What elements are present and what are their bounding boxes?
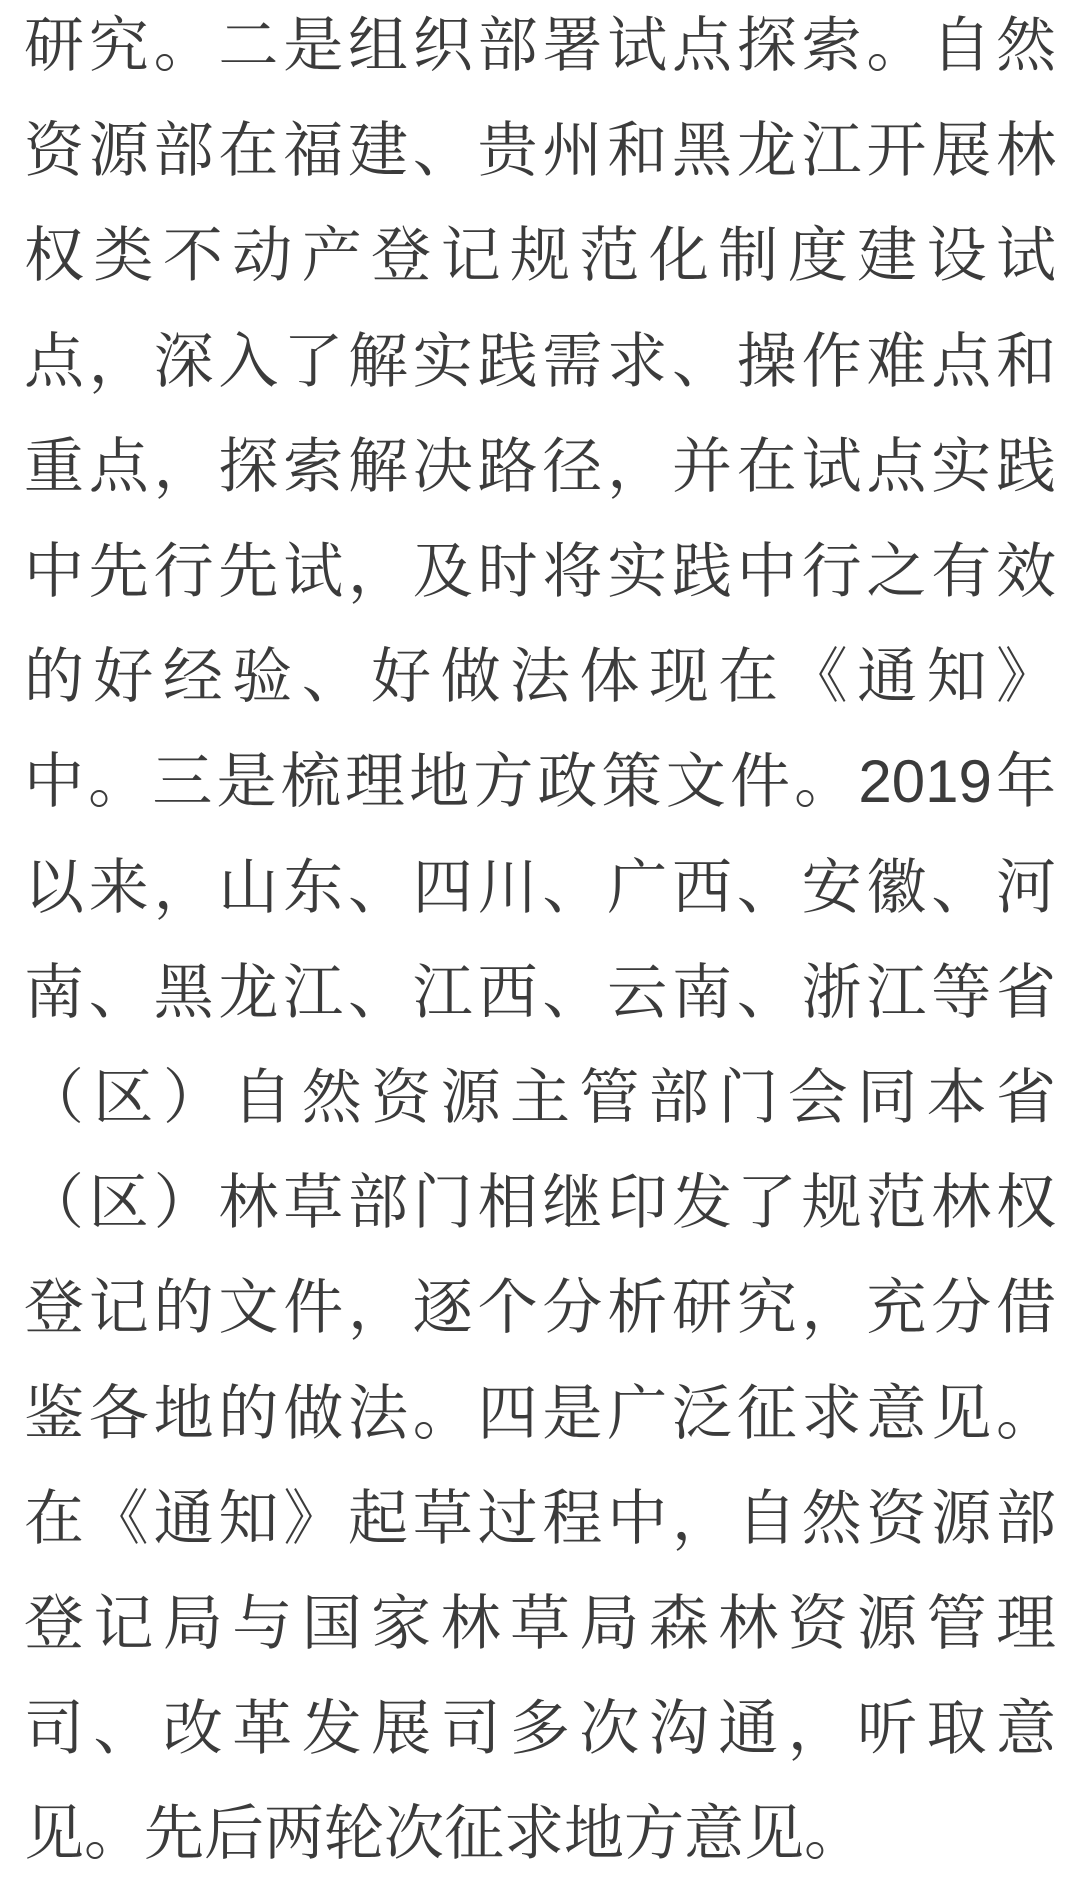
text-line: 重点，探索解决路径，并在试点实践 — [24, 432, 1056, 500]
text-line: 在《通知》起草过程中，自然资源部 — [24, 1484, 1056, 1552]
text-line: （区）林草部门相继印发了规范林权 — [24, 1169, 1056, 1237]
text-line: 资源部在福建、贵州和黑龙江开展林 — [24, 117, 1056, 185]
text-line: 以来，山东、四川、广西、安徽、河 — [24, 853, 1056, 921]
text-line: 研究。二是组织部署试点探索。自然 — [24, 12, 1056, 79]
text-line: 权类不动产登记规范化制度建设试 — [24, 222, 1056, 290]
text-line: 登记的文件，逐个分析研究，充分借 — [24, 1274, 1056, 1342]
text-line: （区）自然资源主管部门会同本省 — [24, 1064, 1056, 1132]
text-line: 见。先后两轮次征求地方意见。 — [24, 1800, 864, 1868]
text-line: 中。三是梳理地方政策文件。2019年 — [24, 748, 1056, 816]
text-line: 点，深入了解实践需求、操作难点和 — [24, 327, 1056, 395]
text-line: 中先行先试，及时将实践中行之有效 — [24, 538, 1056, 606]
text-line: 登记局与国家林草局森林资源管理 — [24, 1590, 1056, 1658]
text-line: 鉴各地的做法。四是广泛征求意见。 — [24, 1379, 1056, 1447]
text-line: 司、改革发展司多次沟通，听取意 — [24, 1695, 1056, 1763]
text-line: 南、黑龙江、江西、云南、浙江等省 — [24, 958, 1056, 1026]
text-line: 的好经验、好做法体现在《通知》 — [24, 643, 1056, 711]
